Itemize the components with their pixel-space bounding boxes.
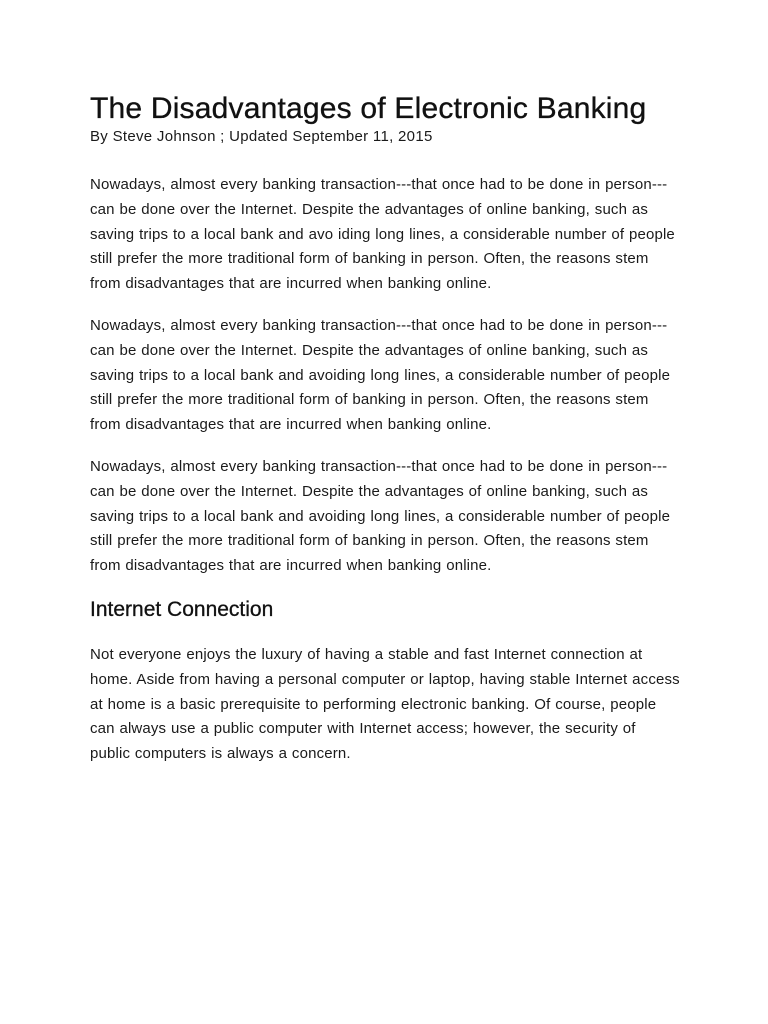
section-body-internet-connection: Not everyone enjoys the luxury of having a stable and fast Internet connection at home. Aside from having a personal computer or laptop, having stable Internet access at home is a basic prerequisite to performing electronic banking. Of course, people can always use a public computer with Internet access; however, the security of public computers is always a concern.	[90, 645, 680, 763]
intro-paragraph-3: Nowadays, almost every banking transaction---that once had to be done in person---can be done over the Internet. Despite the advantages of online banking, such as saving trips to a local bank and avoiding long lines, a considerable number of people still prefer the more traditional form of banking in person. Often, the reasons stem from disadvantages that are incurred when banking online.	[90, 457, 671, 575]
article-title: The Disadvantages of Electronic Banking	[90, 92, 647, 125]
intro-paragraph-2: Nowadays, almost every banking transaction---that once had to be done in person---can be done over the Internet. Despite the advantages of online banking, such as saving trips to a local bank and avoiding long lines, a considerable number of people still prefer the more traditional form of banking in person. Often, the reasons stem from disadvantages that are incurred when banking online.	[90, 316, 671, 434]
intro-paragraph-1: Nowadays, almost every banking transaction---that once had to be done in person---can be done over the Internet. Despite the advantages of online banking, such as saving trips to a local bank and avo iding long lines, a considerable number of people still prefer the more traditional form of banking in person. Often, the reasons stem from disadvantages that are incurred when banking online.	[90, 176, 675, 293]
article-byline: By Steve Johnson ; Updated September 11, 2015	[90, 128, 433, 145]
section-heading-internet-connection: Internet Connection	[90, 597, 274, 621]
article	[90, 90, 680, 784]
